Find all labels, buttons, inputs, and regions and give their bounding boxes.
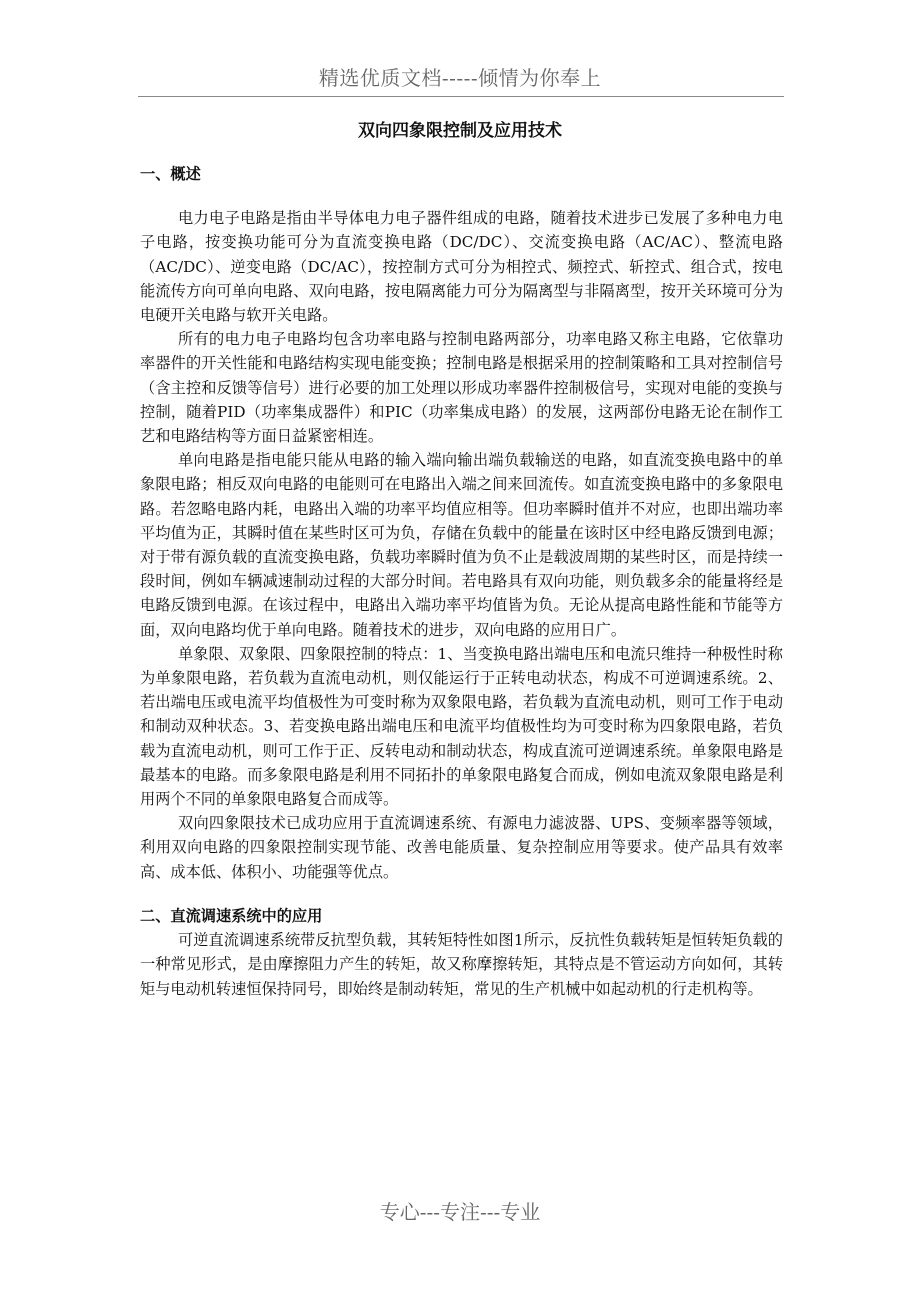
paragraph: 电力电子电路是指由半导体电力电子器件组成的电路，随着技术进步已发展了多种电力电子电路，按变换功能可分为直流变换电路（DC/DC）、交流变换电路（AC/AC）、整流电路（AC/DC）、逆变电路（DC/AC），按控制方式可分为相控式、频控式、斩控式、组合式，按电能流传方向可单向电路、双向电路，按电隔离能力可分为隔离型与非隔离型，按开关环境可分为电硬开关电路与软开关电路。 — [140, 209, 783, 325]
page-footer: 专心---专注---专业 — [379, 1200, 541, 1224]
paragraph: 可逆直流调速系统带反抗型负载，其转矩特性如图1所示，反抗性负载转矩是恒转矩负载的一种常见形式，是由摩擦阻力产生的转矩，故又称摩擦转矩，其特点是不管运动方向如何，其转矩与电动机转速恒保持同号，即始终是制动转矩，常见的生产机械中如起动机的行走机构等。 — [140, 931, 783, 998]
paragraph: 单象限、双象限、四象限控制的特点：1、当变换电路出端电压和电流只维持一种极性时称为单象限电路，若负载为直流电动机，则仅能运行于正转电动状态，构成不可逆调速系统。2、若出端电压或电流平均值极性为可变时称为双象限电路，若负载为直流电动机，则可工作于电动和制动双种状态。3、若变换电路出端电压和电流平均值极性均为可变时称为四象限电路，若负载为直流电动机，则可工作于正、反转电动和制动状态，构成直流可逆调速系统。单象限电路是最基本的电路。而多象限电路是利用不同拓扑的单象限电路复合而成，例如电流双象限电路是利用两个不同的单象限电路复合而成等。 — [140, 644, 783, 809]
paragraph: 单向电路是指电能只能从电路的输入端向输出端负载输送的电路，如直流变换电路中的单象限电路；相反双向电路的电能则可在电路出入端之间来回流传。如直流变换电路中的多象限电路。若忽略电路内耗，电路出入端的功率平均值应相等。但功率瞬时值并不对应，也即出端功率平均值为正，其瞬时值在某些时区可为负，存储在负载中的能量在该时区中经电路反馈到电源；对于带有源负载的直流变换电路，负载功率瞬时值为负不止是载波周期的某些时区，而是持续一段时间，例如车辆减速制动过程的大部分时间。若电路具有双向功能，则负载多余的能量将经是电路反馈到电源。在该过程中，电路出入端功率平均值皆为负。无论从提高电路性能和节能等方面，双向电路均优于单向电路。随着技术的进步，双向电路的应用日广。 — [140, 451, 783, 639]
document-body — [140, 162, 783, 1001]
document-title: 双向四象限控制及应用技术 — [358, 121, 562, 141]
paragraph: 双向四象限技术已成功应用于直流调速系统、有源电力滤波器、UPS、变频率器等领域，利用双向电路的四象限控制实现节能、改善电能质量、复杂控制应用等要求。使产品具有效率高、成本低、体积小、功能强等优点。 — [140, 814, 783, 881]
section-heading-overview: 一、概述 — [140, 165, 201, 183]
header-divider — [138, 96, 784, 97]
section-heading-dc-speed-control: 二、直流调速系统中的应用 — [140, 906, 323, 925]
paragraph: 所有的电力电子电路均包含功率电路与控制电路两部分，功率电路又称主电路，它依靠功率器件的开关性能和电路结构实现电能变换；控制电路是根据采用的控制策略和工具对控制信号（含主控和反馈等信号）进行必要的加工处理以形成功率器件控制极信号，实现对电能的变换与控制，随着PID（功率集成器件）和PIC（功率集成电路）的发展，这两部份电路无论在制作工艺和电路结构等方面日益紧密相连。 — [140, 330, 783, 446]
page-header: 精选优质文档-----倾情为你奉上 — [318, 66, 602, 90]
